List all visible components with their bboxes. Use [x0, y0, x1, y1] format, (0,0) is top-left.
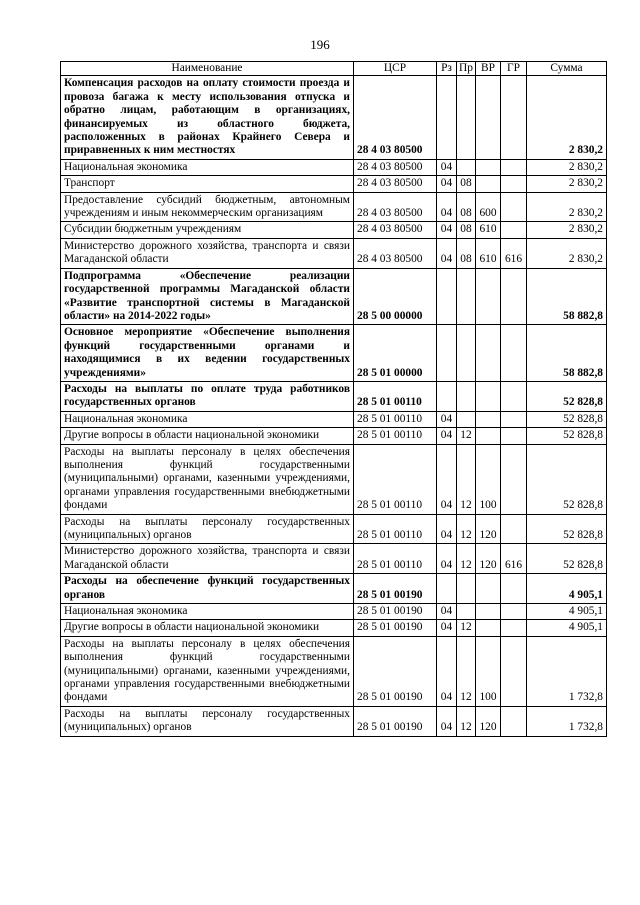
cell-name: Другие вопросы в области национальной экономики [61, 428, 354, 444]
cell-sum: 2 830,2 [527, 192, 607, 222]
table-row [61, 325, 607, 382]
cell-csr: 28 5 01 00190 [354, 620, 437, 636]
cell-gr [501, 176, 527, 192]
cell-name: Расходы на выплаты персоналу в целях обеспечения выполнения функций государственными (муниципальными) органами, казенными учреждениями, органами управления государственными внебюджетными фондами [61, 444, 354, 514]
cell-sum: 52 828,8 [527, 444, 607, 514]
table-row [61, 268, 607, 325]
cell-sum: 52 828,8 [527, 381, 607, 411]
cell-name: Национальная экономика [61, 159, 354, 175]
cell-sum: 4 905,1 [527, 620, 607, 636]
cell-rz: 04 [437, 176, 457, 192]
cell-sum: 2 830,2 [527, 159, 607, 175]
table-row [61, 411, 607, 427]
cell-rz: 04 [437, 706, 457, 736]
cell-csr: 28 4 03 80500 [354, 222, 437, 238]
page-number: 196 [310, 37, 330, 52]
cell-pr: 12 [457, 514, 476, 544]
cell-gr [501, 514, 527, 544]
cell-pr [457, 268, 476, 325]
column-header-rz: Рз [437, 62, 457, 76]
cell-gr [501, 411, 527, 427]
table-row [61, 544, 607, 574]
cell-pr: 08 [457, 222, 476, 238]
cell-sum: 4 905,1 [527, 574, 607, 604]
cell-name: Основное мероприятие «Обеспечение выполнения функций государственными органами и находящимися в их ведении государственных учреждениями» [61, 325, 354, 382]
cell-csr: 28 5 01 00190 [354, 636, 437, 706]
cell-rz [437, 268, 457, 325]
cell-pr [457, 159, 476, 175]
cell-sum: 52 828,8 [527, 514, 607, 544]
cell-rz: 04 [437, 238, 457, 268]
table-body [61, 76, 607, 736]
cell-csr: 28 5 01 00190 [354, 574, 437, 604]
cell-gr [501, 604, 527, 620]
cell-csr: 28 5 01 00190 [354, 604, 437, 620]
cell-rz [437, 76, 457, 159]
cell-rz [437, 325, 457, 382]
table-row [61, 159, 607, 175]
cell-gr [501, 222, 527, 238]
table-row [61, 620, 607, 636]
table-row [61, 604, 607, 620]
cell-csr: 28 4 03 80500 [354, 176, 437, 192]
cell-vr [476, 428, 501, 444]
column-header-csr: ЦСР [354, 62, 437, 76]
cell-sum: 2 830,2 [527, 222, 607, 238]
table-row [61, 574, 607, 604]
cell-pr: 12 [457, 620, 476, 636]
cell-pr: 12 [457, 428, 476, 444]
cell-sum: 52 828,8 [527, 411, 607, 427]
cell-pr: 08 [457, 176, 476, 192]
cell-csr: 28 4 03 80500 [354, 192, 437, 222]
cell-gr [501, 381, 527, 411]
cell-gr [501, 444, 527, 514]
table-row [61, 381, 607, 411]
cell-vr [476, 574, 501, 604]
cell-csr: 28 5 00 00000 [354, 268, 437, 325]
cell-pr [457, 411, 476, 427]
cell-vr [476, 76, 501, 159]
table-row [61, 444, 607, 514]
cell-name: Министерство дорожного хозяйства, транспорта и связи Магаданской области [61, 238, 354, 268]
cell-csr: 28 5 01 00110 [354, 381, 437, 411]
cell-gr [501, 192, 527, 222]
cell-pr [457, 76, 476, 159]
cell-sum: 2 830,2 [527, 176, 607, 192]
table-row [61, 76, 607, 159]
cell-rz [437, 574, 457, 604]
cell-vr [476, 325, 501, 382]
column-header-pr: Пр [457, 62, 476, 76]
cell-vr: 100 [476, 444, 501, 514]
cell-csr: 28 5 01 00110 [354, 514, 437, 544]
cell-rz: 04 [437, 159, 457, 175]
table-row [61, 706, 607, 736]
cell-name: Транспорт [61, 176, 354, 192]
cell-sum: 58 882,8 [527, 325, 607, 382]
cell-name: Расходы на обеспечение функций государственных органов [61, 574, 354, 604]
cell-vr [476, 159, 501, 175]
cell-sum: 52 828,8 [527, 544, 607, 574]
table-row [61, 238, 607, 268]
cell-vr [476, 411, 501, 427]
cell-gr: 616 [501, 544, 527, 574]
cell-sum: 1 732,8 [527, 706, 607, 736]
cell-name: Расходы на выплаты персоналу государственных (муниципальных) органов [61, 514, 354, 544]
cell-sum: 2 830,2 [527, 238, 607, 268]
cell-name: Предоставление субсидий бюджетным, автономным учреждениям и иным некоммерческим организациям [61, 192, 354, 222]
cell-rz: 04 [437, 444, 457, 514]
cell-pr [457, 604, 476, 620]
cell-csr: 28 5 01 00110 [354, 411, 437, 427]
cell-csr: 28 5 01 00110 [354, 444, 437, 514]
cell-sum: 4 905,1 [527, 604, 607, 620]
cell-vr [476, 381, 501, 411]
cell-gr: 616 [501, 238, 527, 268]
cell-rz [437, 381, 457, 411]
table-row [61, 222, 607, 238]
cell-rz: 04 [437, 428, 457, 444]
column-header-name: Наименование [61, 62, 354, 76]
cell-csr: 28 5 01 00000 [354, 325, 437, 382]
cell-rz: 04 [437, 604, 457, 620]
cell-pr [457, 574, 476, 604]
cell-gr [501, 706, 527, 736]
cell-csr: 28 4 03 80500 [354, 159, 437, 175]
cell-pr: 08 [457, 192, 476, 222]
cell-gr [501, 428, 527, 444]
cell-gr [501, 574, 527, 604]
cell-vr: 120 [476, 706, 501, 736]
column-header-vr: ВР [476, 62, 501, 76]
cell-rz: 04 [437, 514, 457, 544]
table-row [61, 176, 607, 192]
cell-pr: 12 [457, 444, 476, 514]
column-header-sum: Сумма [527, 62, 607, 76]
cell-sum: 52 828,8 [527, 428, 607, 444]
cell-csr: 28 4 03 80500 [354, 238, 437, 268]
cell-pr: 08 [457, 238, 476, 268]
column-header-gr: ГР [501, 62, 527, 76]
cell-csr: 28 5 01 00110 [354, 544, 437, 574]
cell-rz: 04 [437, 222, 457, 238]
cell-csr: 28 5 01 00190 [354, 706, 437, 736]
cell-rz: 04 [437, 544, 457, 574]
cell-rz: 04 [437, 411, 457, 427]
cell-csr: 28 5 01 00110 [354, 428, 437, 444]
cell-vr [476, 620, 501, 636]
cell-name: Национальная экономика [61, 411, 354, 427]
cell-csr: 28 4 03 80500 [354, 76, 437, 159]
cell-pr: 12 [457, 636, 476, 706]
cell-sum: 58 882,8 [527, 268, 607, 325]
cell-name: Национальная экономика [61, 604, 354, 620]
budget-table [60, 61, 607, 737]
cell-gr [501, 268, 527, 325]
cell-name: Другие вопросы в области национальной экономики [61, 620, 354, 636]
cell-vr: 600 [476, 192, 501, 222]
table-header-row [61, 62, 607, 76]
cell-vr [476, 604, 501, 620]
cell-gr [501, 325, 527, 382]
cell-vr: 120 [476, 514, 501, 544]
cell-pr [457, 325, 476, 382]
cell-vr: 610 [476, 238, 501, 268]
cell-name: Министерство дорожного хозяйства, транспорта и связи Магаданской области [61, 544, 354, 574]
cell-vr [476, 268, 501, 325]
cell-name: Подпрограмма «Обеспечение реализации государственной программы Магаданской области «Развитие транспортной системы в Магаданской области» на 2014-2022 годы» [61, 268, 354, 325]
cell-name: Расходы на выплаты персоналу государственных (муниципальных) органов [61, 706, 354, 736]
cell-vr: 100 [476, 636, 501, 706]
cell-sum: 1 732,8 [527, 636, 607, 706]
table-row [61, 192, 607, 222]
cell-gr [501, 159, 527, 175]
cell-rz: 04 [437, 192, 457, 222]
table-row [61, 514, 607, 544]
cell-gr [501, 76, 527, 159]
cell-pr: 12 [457, 544, 476, 574]
cell-vr: 120 [476, 544, 501, 574]
cell-vr [476, 176, 501, 192]
table-row [61, 636, 607, 706]
cell-rz: 04 [437, 620, 457, 636]
cell-name: Субсидии бюджетным учреждениям [61, 222, 354, 238]
cell-gr [501, 636, 527, 706]
table-row [61, 428, 607, 444]
cell-name: Компенсация расходов на оплату стоимости проезда и провоза багажа к месту использования отпуска и обратно лицам, работающим в организациях, финансируемых из областного бюджета, расположенных в районах Крайнего Севера и приравненных к ним местностях [61, 76, 354, 159]
cell-pr: 12 [457, 706, 476, 736]
cell-rz: 04 [437, 636, 457, 706]
cell-sum: 2 830,2 [527, 76, 607, 159]
cell-name: Расходы на выплаты персоналу в целях обеспечения выполнения функций государственными (муниципальными) органами, казенными учреждениями, органами управления государственными внебюджетными фондами [61, 636, 354, 706]
cell-name: Расходы на выплаты по оплате труда работников государственных органов [61, 381, 354, 411]
cell-vr: 610 [476, 222, 501, 238]
cell-pr [457, 381, 476, 411]
cell-gr [501, 620, 527, 636]
